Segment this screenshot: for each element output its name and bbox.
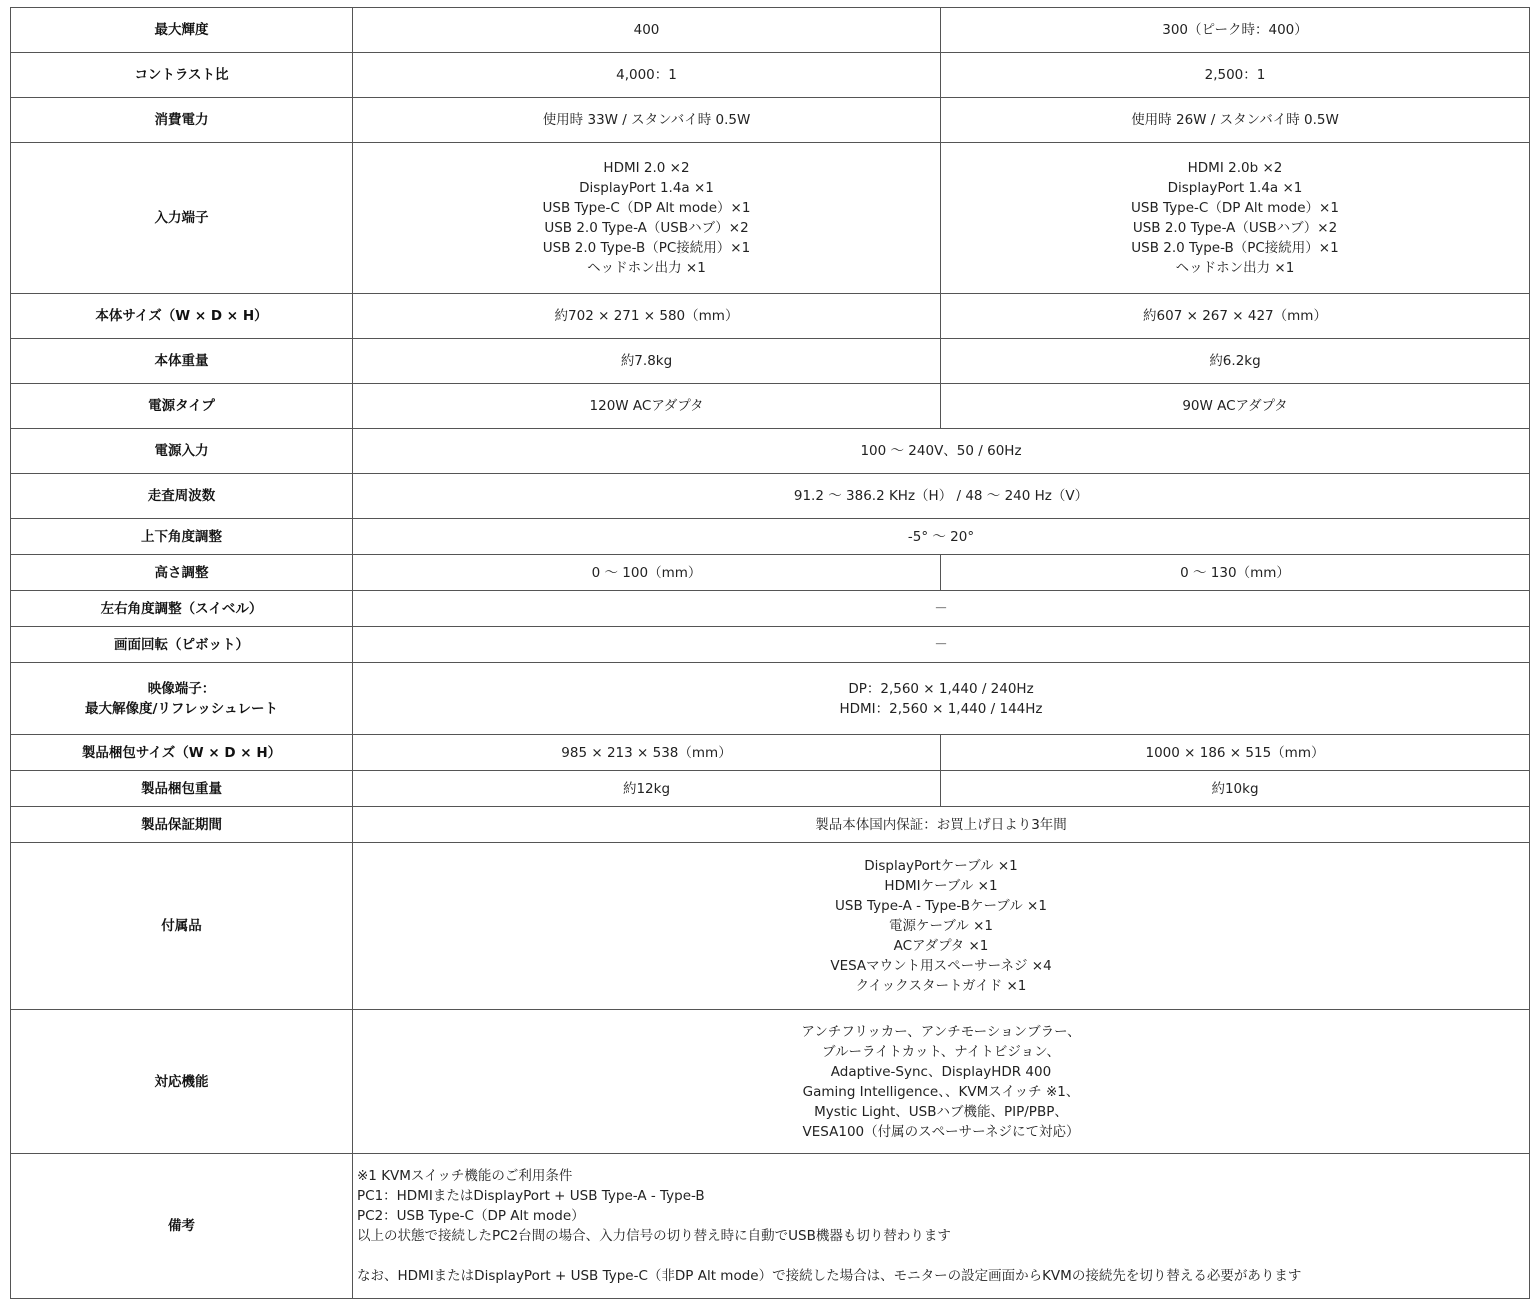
value-both-models: － — [353, 627, 1530, 663]
value-both-models: 91.2 ～ 386.2 KHz（H） / 48 ～ 240 Hz（V） — [353, 474, 1530, 519]
value-model-b: 約10kg — [941, 771, 1530, 807]
row-input-ports — [11, 143, 1530, 294]
note-line: PC2：USB Type-C（DP Alt mode） — [357, 1208, 585, 1224]
feature-line: ブルーライトカット、ナイトビジョン、 — [821, 1043, 1060, 1060]
row-scan-frequency — [11, 474, 1530, 519]
value-model-a: 使用時 33W / スタンバイ時 0.5W — [353, 98, 941, 143]
value-model-a: 約7.8kg — [353, 339, 941, 384]
accessory-line: クイックスタートガイド ×1 — [855, 978, 1027, 994]
label-line: 映像端子： — [147, 680, 216, 697]
row-label: 製品梱包重量 — [11, 771, 353, 807]
value-both-models — [353, 843, 1530, 1010]
value-model-a: 約702 × 271 × 580（mm） — [353, 294, 941, 339]
feature-line: Adaptive-Sync、DisplayHDR 400 — [830, 1063, 1052, 1080]
port-line: ヘッドホン出力 ×1 — [1175, 260, 1295, 276]
value-both-models: － — [353, 591, 1530, 627]
row-label: 本体サイズ（W × D × H） — [11, 294, 353, 339]
row-label: 左右角度調整（スイベル） — [11, 591, 353, 627]
value-model-a: 4,000：1 — [353, 53, 941, 98]
accessory-line: HDMIケーブル ×1 — [884, 878, 998, 894]
row-label: 備考 — [11, 1154, 353, 1299]
port-line: USB Type-C（DP Alt mode）×1 — [1131, 200, 1339, 216]
port-line: USB 2.0 Type-A（USBハブ）×2 — [1132, 220, 1338, 236]
value-model-a: 120W ACアダプタ — [353, 384, 941, 429]
value-both-models — [353, 1010, 1530, 1154]
accessory-line: USB Type-A - Type-Bケーブル ×1 — [835, 898, 1047, 914]
label-line: 最大解像度/リフレッシュレート — [85, 700, 278, 717]
row-power-consumption — [11, 98, 1530, 143]
row-label: 上下角度調整 — [11, 519, 353, 555]
row-label: 製品梱包サイズ（W × D × H） — [11, 735, 353, 771]
row-height-adjust — [11, 555, 1530, 591]
row-label: 本体重量 — [11, 339, 353, 384]
row-tilt-adjust — [11, 519, 1530, 555]
row-label: 入力端子 — [11, 143, 353, 294]
row-max-brightness — [11, 8, 1530, 53]
row-package-weight — [11, 771, 1530, 807]
row-accessories — [11, 843, 1530, 1010]
row-power-type — [11, 384, 1530, 429]
row-body-size — [11, 294, 1530, 339]
value-model-a: 985 × 213 × 538（mm） — [353, 735, 941, 771]
port-line: USB 2.0 Type-A（USBハブ）×2 — [544, 220, 749, 236]
port-line: USB 2.0 Type-B（PC接続用）×1 — [1131, 240, 1339, 256]
row-label: 高さ調整 — [11, 555, 353, 591]
value-model-b: 使用時 26W / スタンバイ時 0.5W — [941, 98, 1530, 143]
value-model-a — [353, 143, 941, 294]
port-line: USB Type-C（DP Alt mode）×1 — [542, 200, 751, 216]
row-label: 消費電力 — [11, 98, 353, 143]
value-model-b: 90W ACアダプタ — [941, 384, 1530, 429]
accessory-line: VESAマウント用スペーサーネジ ×4 — [830, 958, 1052, 974]
row-power-input — [11, 429, 1530, 474]
value-both-models: 製品本体国内保証：お買上げ日より3年間 — [353, 807, 1530, 843]
row-label — [11, 663, 353, 735]
row-label: コントラスト比 — [11, 53, 353, 98]
value-model-b: 300（ピーク時：400） — [941, 8, 1530, 53]
value-both-models: 100 ～ 240V、50 / 60Hz — [353, 429, 1530, 474]
row-label: 付属品 — [11, 843, 353, 1010]
note-line: なお、HDMIまたはDisplayPort + USB Type-C（非DP Alt mode）で接続した場合は、モニターの設定画面からKVMの接続先を切り替える必要があります — [357, 1268, 1302, 1284]
row-label: 対応機能 — [11, 1010, 353, 1154]
note-line — [357, 1246, 1523, 1266]
row-notes — [11, 1154, 1530, 1299]
resolution-line: HDMI：2,560 × 1,440 / 144Hz — [839, 700, 1043, 717]
row-video-resolution — [11, 663, 1530, 735]
value-model-b — [941, 143, 1530, 294]
spec-table — [10, 7, 1530, 1299]
row-warranty — [11, 807, 1530, 843]
row-features — [11, 1010, 1530, 1154]
port-line: ヘッドホン出力 ×1 — [587, 260, 706, 276]
row-label: 最大輝度 — [11, 8, 353, 53]
accessory-line: ACアダプタ ×1 — [893, 938, 989, 954]
value-model-a: 約12kg — [353, 771, 941, 807]
port-line: HDMI 2.0 ×2 — [603, 160, 690, 176]
row-contrast-ratio — [11, 53, 1530, 98]
value-model-a: 400 — [353, 8, 941, 53]
value-both-models — [353, 663, 1530, 735]
value-model-b: 約607 × 267 × 427（mm） — [941, 294, 1530, 339]
row-body-weight — [11, 339, 1530, 384]
row-package-size — [11, 735, 1530, 771]
accessory-line: 電源ケーブル ×1 — [889, 918, 993, 934]
port-line: DisplayPort 1.4a ×1 — [579, 180, 714, 196]
accessory-line: DisplayPortケーブル ×1 — [864, 858, 1018, 874]
note-line: PC1：HDMIまたはDisplayPort + USB Type-A - Type-B — [357, 1188, 705, 1204]
port-line: HDMI 2.0b ×2 — [1187, 160, 1283, 176]
resolution-line: DP：2,560 × 1,440 / 240Hz — [848, 680, 1034, 697]
value-both-models — [353, 1154, 1530, 1299]
feature-line: Mystic Light、USBハブ機能、PIP/PBP、 — [814, 1103, 1068, 1120]
value-model-b: 0 ～ 130（mm） — [941, 555, 1530, 591]
feature-line: アンチフリッカー、アンチモーションブラー、 — [801, 1023, 1081, 1040]
row-label: 電源入力 — [11, 429, 353, 474]
value-model-b: 2,500：1 — [941, 53, 1530, 98]
row-label: 電源タイプ — [11, 384, 353, 429]
note-line: 以上の状態で接続したPC2台間の場合、入力信号の切り替え時に自動でUSB機器も切り替わります — [357, 1228, 951, 1244]
row-label: 走査周波数 — [11, 474, 353, 519]
row-swivel — [11, 591, 1530, 627]
feature-line: Gaming Intelligence、、KVMスイッチ ※1、 — [802, 1083, 1080, 1100]
value-model-b: 約6.2kg — [941, 339, 1530, 384]
value-both-models: -5° ～ 20° — [353, 519, 1530, 555]
note-line: ※1 KVMスイッチ機能のご利用条件 — [357, 1168, 573, 1184]
row-label: 製品保証期間 — [11, 807, 353, 843]
port-line: USB 2.0 Type-B（PC接続用）×1 — [542, 240, 751, 256]
value-model-a: 0 ～ 100（mm） — [353, 555, 941, 591]
row-label: 画面回転（ピボット） — [11, 627, 353, 663]
port-line: DisplayPort 1.4a ×1 — [1167, 180, 1303, 196]
feature-line: VESA100（付属のスペーサーネジにて対応） — [802, 1123, 1080, 1140]
row-pivot — [11, 627, 1530, 663]
value-model-b: 1000 × 186 × 515（mm） — [941, 735, 1530, 771]
